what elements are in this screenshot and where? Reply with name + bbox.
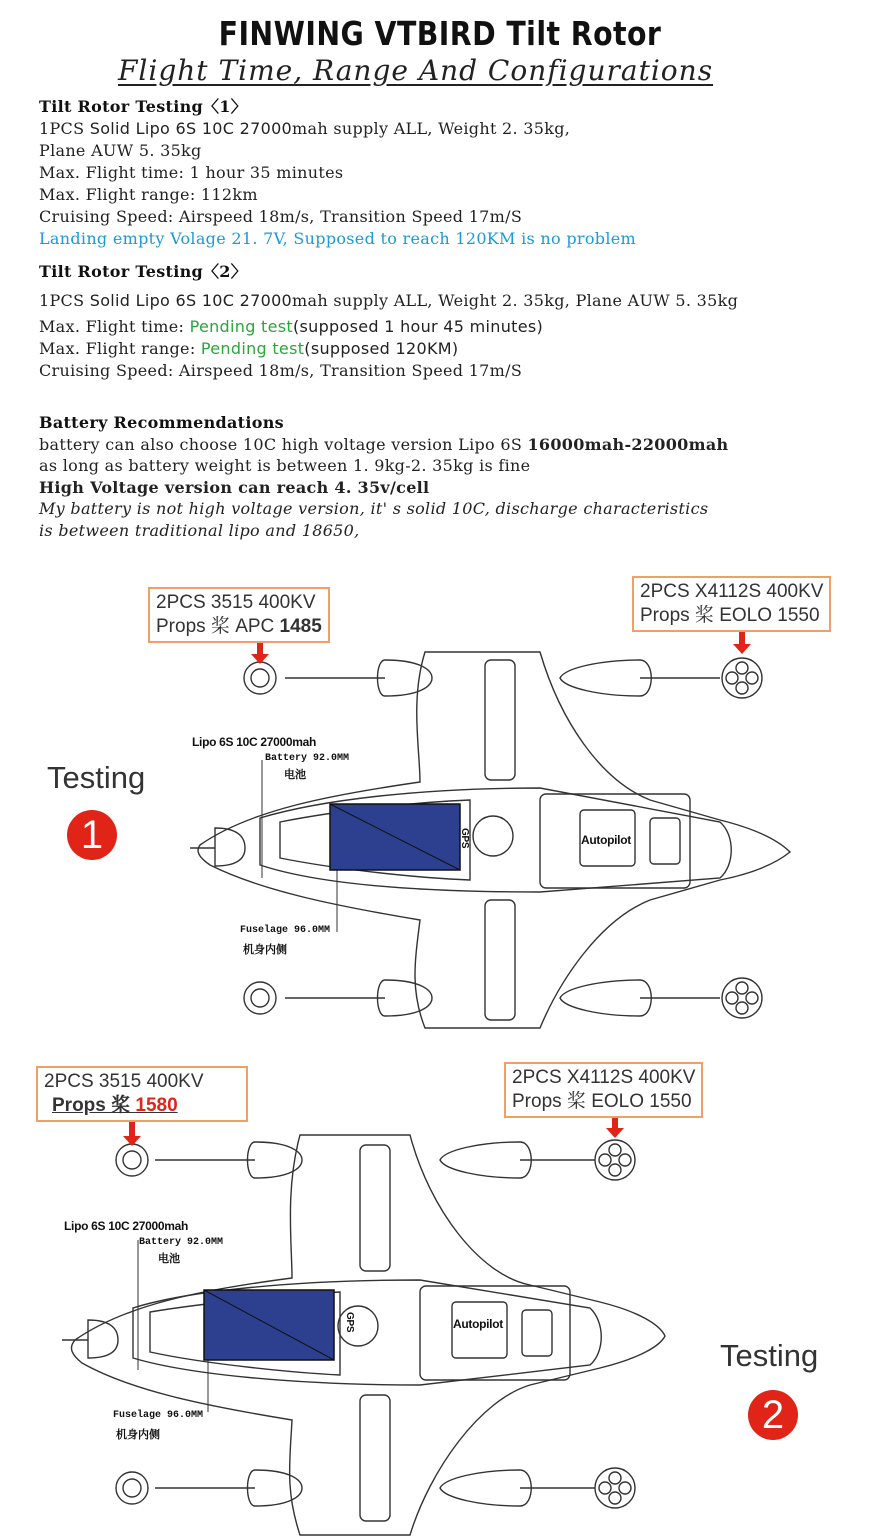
test1-landing-note: Landing empty Volage 21. 7V, Supposed to reach 120KM is no problem [39, 229, 636, 248]
aircraft-diagram-1 [0, 560, 880, 1040]
testing-label-1: Testing [47, 760, 146, 795]
callout-right-motor-2-props: Props 桨 EOLO 1550 [512, 1091, 692, 1112]
test2-flight-range-note: (supposed 120KM) [304, 339, 459, 358]
test1-cruising: Cruising Speed: Airspeed 18m/s, Transition Speed 17m/S [39, 207, 523, 226]
battery-line3-voltage: . 35v/cell [345, 478, 430, 497]
battery-dim-1: Battery 92.0MM [265, 753, 350, 764]
fuselage-cn-1: 机身内侧 [243, 945, 287, 957]
battery-cn-1: 电池 [284, 770, 306, 782]
test1-supply-battery: Solid Lipo 6S 10C 27000 [89, 119, 293, 138]
testing-badge-2: 2 [748, 1390, 798, 1440]
testing-badge-1: 1 [67, 810, 117, 860]
test2-flight-range-label: Max. Flight range: [39, 339, 201, 358]
callout-left-props-size-2: 1580 [135, 1095, 178, 1116]
battery-line3-prefix: High Voltage version can reach 4 [39, 478, 346, 497]
battery-type-label-2: Lipo 6S 10C 27000mah [64, 1219, 189, 1233]
test2-cruising: Cruising Speed: Airspeed 18m/s, Transition Speed 17m/S [39, 361, 523, 380]
test2-flight-time-note: (supposed 1 hour 45 minutes) [292, 317, 544, 336]
testing-label-2: Testing [720, 1338, 819, 1373]
callout-left-props-size: 1485 [279, 616, 322, 637]
autopilot-label-1: Autopilot [581, 833, 631, 847]
test2-supply-suffix: mah supply ALL, Weight 2. 35kg, Plane AUW 5. 35kg [292, 291, 739, 310]
test2-flight-time-pending: Pending test [189, 317, 293, 336]
test2-supply-prefix: 1PCS [39, 291, 90, 310]
callout-left-motor-1 [148, 587, 330, 643]
battery-line3 [39, 477, 429, 499]
battery-heading: Battery Recommendations [39, 413, 284, 432]
fuselage-cn-2: 机身内侧 [116, 1430, 160, 1442]
test2-supply [39, 290, 738, 312]
test1-supply [39, 118, 570, 140]
gps-label-2: GPS [344, 1312, 355, 1333]
page-subtitle: Flight Time, Range And Configurations [118, 54, 714, 87]
test2-flight-time-label: Max. Flight time: [39, 317, 190, 336]
battery-dim-2: Battery 92.0MM [139, 1237, 224, 1248]
battery-line5: is between traditional lipo and 18650, [39, 521, 360, 540]
page-title: FINWING VTBIRD Tilt Rotor [218, 14, 662, 53]
callout-right-motor-1-props: Props 桨 EOLO 1550 [640, 605, 820, 626]
callout-left-motor-1-spec: 2PCS 3515 400KV [156, 592, 316, 613]
test1-supply-suffix: mah supply ALL, Weight 2. 35kg, [292, 119, 571, 138]
callout-right-motor-2 [504, 1062, 703, 1118]
callout-left-motor-2-props [44, 1094, 204, 1118]
callout-left-motor-1-props [156, 615, 322, 639]
callout-left-motor-2 [36, 1066, 248, 1122]
test1-auw: Plane AUW 5. 35kg [39, 141, 202, 160]
battery-line1-capacity: 16000mah-22000mah [527, 435, 729, 454]
callout-left-props-prefix-2: Props 桨 [52, 1095, 136, 1116]
callout-right-motor-2-spec: 2PCS X4112S 400KV [512, 1067, 696, 1088]
test2-supply-battery: Solid Lipo 6S 10C 27000 [89, 291, 293, 310]
test2-flight-range-pending: Pending test [200, 339, 305, 358]
callout-left-motor-2-spec: 2PCS 3515 400KV [44, 1071, 204, 1092]
battery-type-label-1: Lipo 6S 10C 27000mah [192, 735, 317, 749]
test1-supply-prefix: 1PCS [39, 119, 90, 138]
battery-line1 [39, 434, 728, 456]
test2-heading: Tilt Rotor Testing〈2〉 [39, 262, 248, 281]
callout-right-motor-1-spec: 2PCS X4112S 400KV [640, 581, 824, 602]
battery-cn-2: 电池 [158, 1254, 180, 1266]
test2-flight-range [39, 338, 458, 360]
autopilot-label-2: Autopilot [453, 1317, 503, 1331]
test1-flight-time: Max. Flight time: 1 hour 35 minutes [39, 163, 344, 182]
gps-label-1: GPS [459, 828, 470, 849]
test2-flight-time [39, 316, 543, 338]
test1-flight-range: Max. Flight range: 112km [39, 185, 258, 204]
fuselage-dim-2: Fuselage 96.0MM [113, 1410, 204, 1421]
battery-line1-prefix: battery can also choose 10C high voltage version Lipo 6S [39, 435, 528, 454]
callout-left-props-prefix: Props 桨 APC [156, 616, 280, 637]
battery-line4: My battery is not high voltage version, it' s solid 10C, discharge characteristics [39, 499, 709, 518]
fuselage-dim-1: Fuselage 96.0MM [240, 925, 331, 936]
battery-line2: as long as battery weight is between 1. 9kg-2. 35kg is fine [39, 456, 531, 475]
callout-right-motor-1 [632, 576, 831, 632]
test1-heading: Tilt Rotor Testing〈1〉 [39, 97, 248, 116]
